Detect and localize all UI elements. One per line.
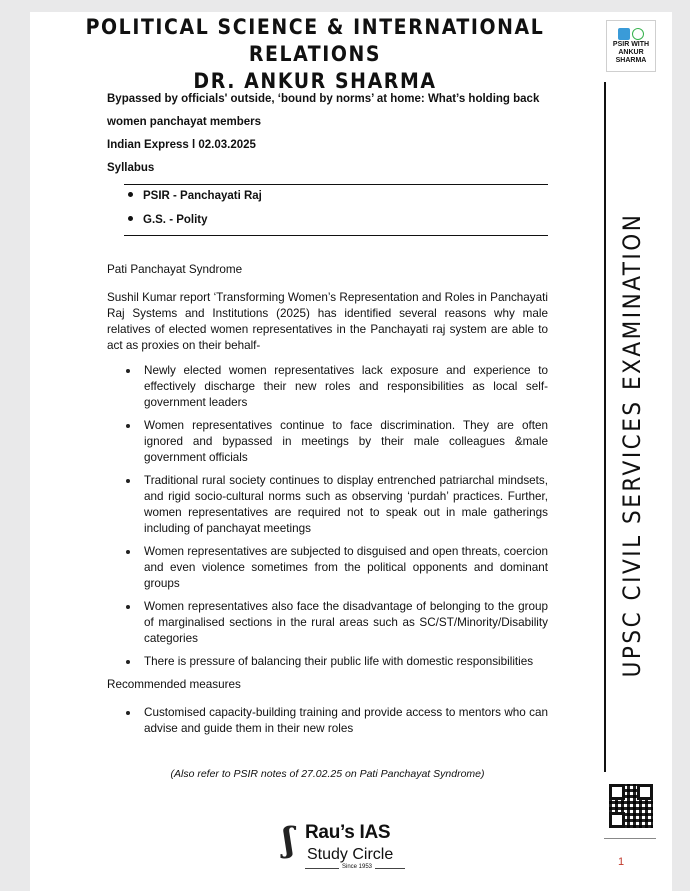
bullet-icon xyxy=(126,660,130,664)
qr-finder xyxy=(609,784,625,800)
qr-finder xyxy=(609,812,625,828)
reference-note: (Also refer to PSIR notes of 27.02.25 on Pati Panchayat Syndrome) xyxy=(170,768,485,780)
syllabus-rule-bottom xyxy=(124,235,548,236)
bullet-icon xyxy=(128,192,133,197)
list-item: Customised capacity-building training and provide access to mentors who can advise and guide them in their new roles xyxy=(107,705,548,737)
bullet-icon xyxy=(126,369,130,373)
raus-ias-logo xyxy=(283,820,413,878)
bullet-icon xyxy=(128,216,133,221)
list-item: Women representatives also face the disadvantage of belonging to the group of marginalised sections in the rural areas such as SC/ST/Minority/Disability categories xyxy=(107,599,548,647)
section-heading: Recommended measures xyxy=(107,678,241,691)
article-body xyxy=(107,262,548,737)
bullet-icon xyxy=(126,479,130,483)
syllabus-item: PSIR - Panchayati Raj xyxy=(128,186,262,210)
sidebar-divider xyxy=(604,82,606,772)
brand-mark-icon: ʃ xyxy=(283,820,295,860)
syllabus-rule-top xyxy=(124,184,548,185)
article-title-line2: women panchayat members xyxy=(107,116,262,128)
sidebar-vertical-text: UPSC CIVIL SERVICES EXAMINATION xyxy=(618,212,646,678)
list-item: Women representatives are subjected to disguised and open threats, coercion and even violence sometimes from the political opponents and dominant groups xyxy=(107,544,548,592)
list-item: Traditional rural society continues to display entrenched patriarchal mindsets, and rigid socio-cultural norms such as observing ‘purdah’ practices. Further, women representatives are required not to speak out in male gatherings including of panchayat meetings xyxy=(107,473,548,537)
page-header xyxy=(60,14,570,95)
bullet-icon xyxy=(126,605,130,609)
bullet-icon xyxy=(126,550,130,554)
section-heading: Pati Panchayat Syndrome xyxy=(107,263,243,276)
psir-logo xyxy=(606,20,656,72)
qr-finder xyxy=(637,784,653,800)
header-title-line2: DR. ANKUR SHARMA xyxy=(193,69,437,93)
list-item: Women representatives continue to face discrimination. They are often ignored and bypassed in meetings by their male colleagues &male government officials xyxy=(107,418,548,466)
brand-line2: Study Circle xyxy=(307,846,394,863)
page-number: 1 xyxy=(618,856,625,868)
syllabus-item: G.S. - Polity xyxy=(128,210,262,234)
logo-line1: PSIR WITH xyxy=(612,41,650,48)
intro-paragraph: Sushil Kumar report ‘Transforming Women’s Representation and Roles in Panchayati Raj Systems and Institutions (2025) has identified several reasons why male relatives of elected women representatives in the Panchayati raj system are able to act as proxies on their behalf- xyxy=(107,291,548,352)
telegram-icon xyxy=(618,28,630,40)
bullet-icon xyxy=(126,424,130,428)
syllabus-list xyxy=(128,186,262,234)
logo-line2: ANKUR xyxy=(618,49,644,56)
list-item: There is pressure of balancing their public life with domestic responsibilities xyxy=(107,654,548,670)
article-header xyxy=(107,88,548,180)
bullet-icon xyxy=(126,711,130,715)
qr-code xyxy=(609,784,653,828)
page-number-rule xyxy=(604,838,656,839)
logo-line3: SHARMA xyxy=(615,57,647,64)
article-title-line1: Bypassed by officials' outside, ‘bound by norms’ at home: What’s holding back xyxy=(107,93,540,105)
brand-line1: Rau’s IAS xyxy=(305,822,391,843)
list-item: Newly elected women representatives lack exposure and experience to effectively discharge their new roles and responsibilities as local self-government leaders xyxy=(107,363,548,411)
header-title-line1: POLITICAL SCIENCE & INTERNATIONAL RELATIONS xyxy=(85,15,545,66)
whatsapp-icon xyxy=(632,28,644,40)
syllabus-label: Syllabus xyxy=(107,162,155,174)
brand-line3: Since 1953 xyxy=(339,864,375,870)
article-source: Indian Express l 02.03.2025 xyxy=(107,139,256,151)
